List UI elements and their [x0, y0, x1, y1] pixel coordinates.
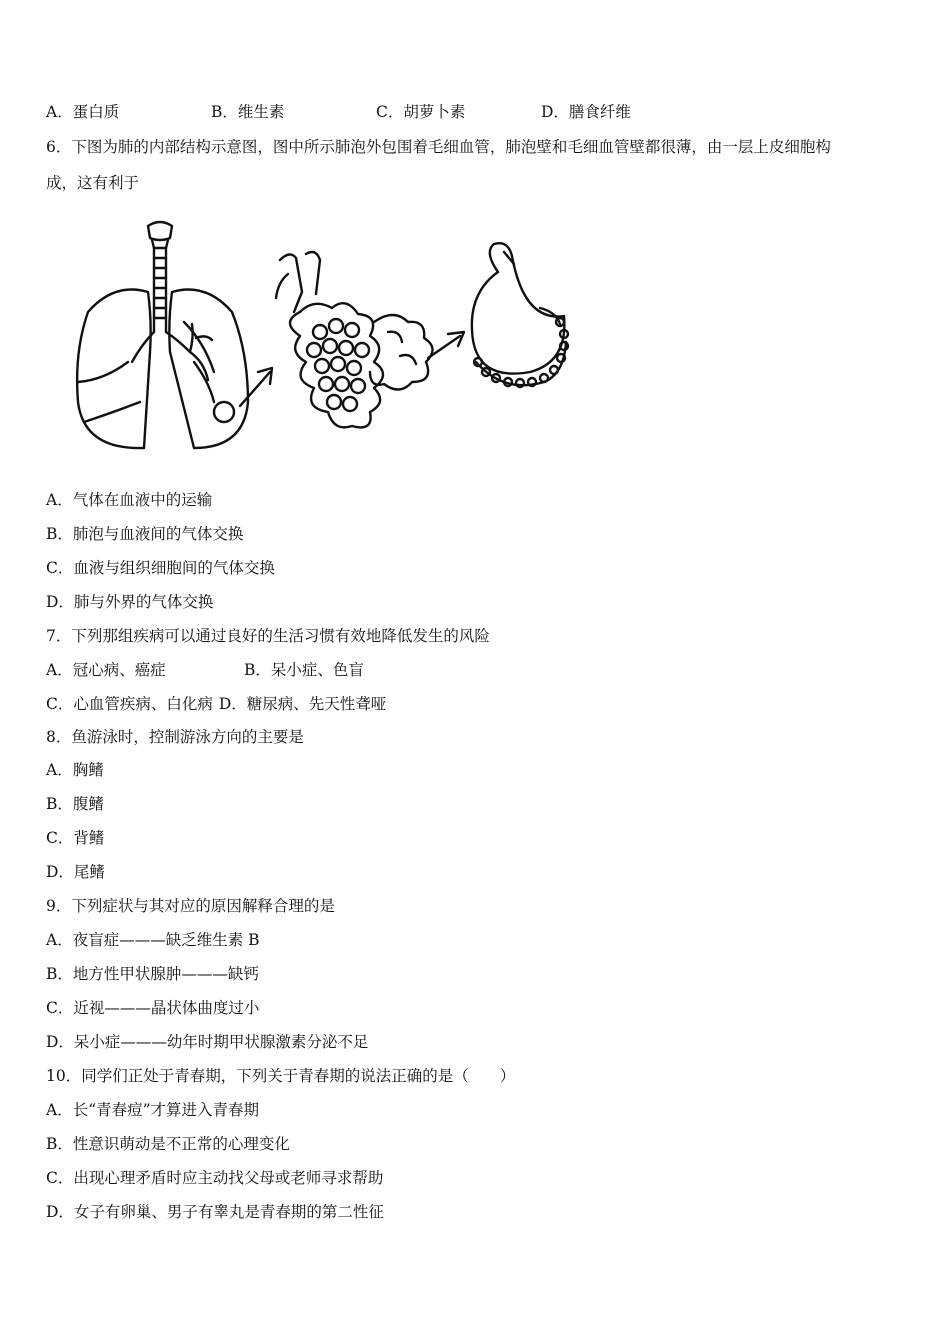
q7-option-c: C．心血管疾病、白化病: [46, 695, 213, 713]
q8-option-a: A．胸鳍: [46, 761, 104, 779]
q7-options-row2: [46, 694, 386, 714]
q6-option-b: B．肺泡与血液间的气体交换: [46, 525, 244, 543]
q10-option-a: A．长“青春痘”才算进入青春期: [46, 1101, 260, 1119]
q6-option-c: C．血液与组织细胞间的气体交换: [46, 559, 275, 577]
q7-options-row1: [46, 660, 364, 680]
q9-option-b: B．地方性甲状腺肿———缺钙: [46, 965, 259, 983]
q9-option-d: D．呆小症———幼年时期甲状腺激素分泌不足: [46, 1033, 369, 1051]
q10-stem: 10．同学们正处于青春期，下列关于青春期的说法正确的是（ ）: [46, 1067, 516, 1085]
q10-option-d: D．女子有卵巢、男子有睾丸是青春期的第二性征: [46, 1203, 384, 1221]
q7-option-a: A．冠心病、癌症: [46, 661, 166, 679]
q8-option-d: D．尾鳍: [46, 863, 105, 881]
lung-structure-diagram: [44, 212, 574, 457]
q6-stem-line1: 6．下图为肺的内部结构示意图，图中所示肺泡外包围着毛细血管，肺泡壁和毛细血管壁都很薄，由一层上皮细胞构: [46, 138, 831, 156]
q7-option-b: B．呆小症、色盲: [244, 661, 364, 679]
q7-stem: 7．下列那组疾病可以通过良好的生活习惯有效地降低发生的风险: [46, 627, 490, 645]
q9-stem: 9．下列症状与其对应的原因解释合理的是: [46, 897, 335, 915]
q8-option-c: C．背鳍: [46, 829, 105, 847]
q5-options: [46, 102, 631, 122]
q8-option-b: B．腹鳍: [46, 795, 104, 813]
q10-option-c: C．出现心理矛盾时应主动找父母或老师寻求帮助: [46, 1169, 384, 1187]
q10-option-b: B．性意识萌动是不正常的心理变化: [46, 1135, 290, 1153]
q5-option-c: C．胡萝卜素: [376, 103, 466, 121]
q5-option-a: A．蛋白质: [46, 103, 120, 121]
q6-option-a: A．气体在血液中的运输: [46, 491, 213, 509]
q6-stem-line2: 成，这有利于: [46, 174, 140, 192]
q7-option-d: D．糖尿病、先天性聋哑: [218, 695, 387, 713]
q5-option-d: D．膳食纤维: [541, 103, 631, 121]
q9-option-c: C．近视———晶状体曲度过小: [46, 999, 260, 1017]
q5-option-b: B．维生素: [211, 103, 285, 121]
q6-option-d: D．肺与外界的气体交换: [46, 593, 214, 611]
q8-stem: 8．鱼游泳时，控制游泳方向的主要是: [46, 728, 304, 746]
q9-option-a: A．夜盲症———缺乏维生素 B: [46, 931, 260, 949]
